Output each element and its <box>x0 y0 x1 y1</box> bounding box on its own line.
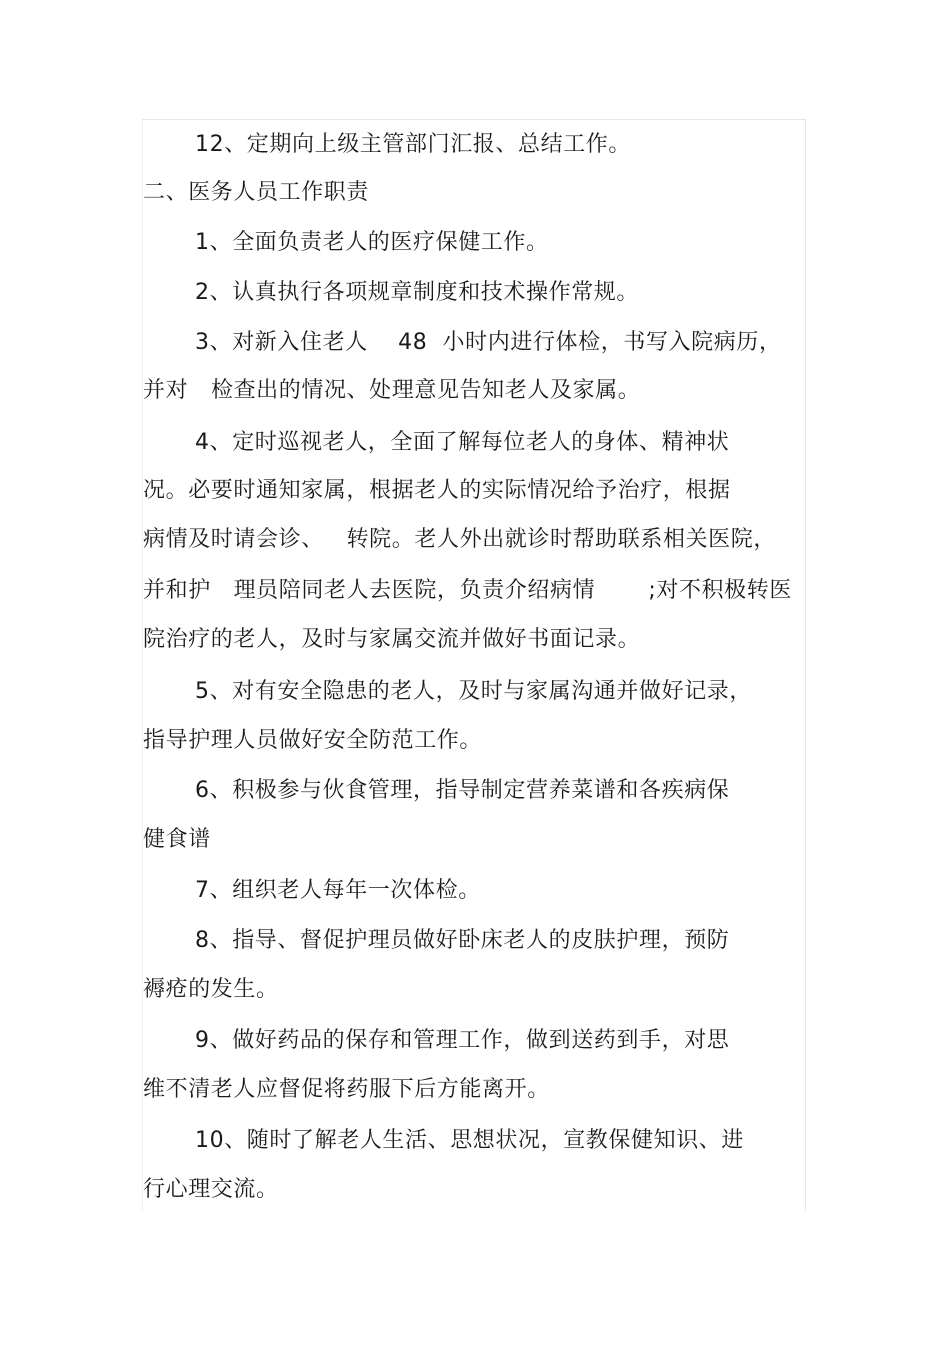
text-line-item-5: 5、对有安全隐患的老人，及时与家属沟通并做好记录， <box>195 679 752 704</box>
text-line-item-4: 4、定时巡视老人，全面了解每位老人的身体、精神状 <box>195 430 730 455</box>
text-line-item-10-cont: 行心理交流。 <box>143 1177 279 1202</box>
section-heading-medical-staff-duties: 二、医务人员工作职责 <box>143 180 370 205</box>
text-line-item-10: 10、随时了解老人生活、思想状况，宣教保健知识、进 <box>195 1128 744 1153</box>
text-line-item-4-cont-2: 病情及时请会诊、 转院。老人外出就诊时帮助联系相关医院， <box>143 527 776 552</box>
text-line-item-8: 8、指导、督促护理员做好卧床老人的皮肤护理，预防 <box>195 928 730 953</box>
text-line-item-4-cont-4: 院治疗的老人，及时与家属交流并做好书面记录。 <box>143 627 641 652</box>
text-line-item-9: 9、做好药品的保存和管理工作，做到送药到手，对思 <box>195 1028 730 1053</box>
text-line-item-7: 7、组织老人每年一次体检。 <box>195 878 481 903</box>
text-line-item-4-cont-1: 况。必要时通知家属，根据老人的实际情况给予治疗，根据 <box>143 478 731 503</box>
text-line-item-3: 3、对新入住老人 48 小时内进行体检，书写入院病历， <box>195 330 782 355</box>
text-line-item-4-cont-3: 并和护 理员陪同老人去医院，负责介绍病情 ;对不积极转医 <box>143 578 792 603</box>
text-line-item-3-cont: 并对 检查出的情况、处理意见告知老人及家属。 <box>143 378 641 403</box>
text-line-item-6-cont: 健食谱 <box>143 827 211 852</box>
text-line-item-12: 12、定期向上级主管部门汇报、总结工作。 <box>195 132 631 157</box>
text-line-item-5-cont: 指导护理人员做好安全防范工作。 <box>143 728 483 753</box>
text-line-item-9-cont: 维不清老人应督促将药服下后方能离开。 <box>143 1077 550 1102</box>
document-page <box>142 119 806 1211</box>
text-line-item-1: 1、全面负责老人的医疗保健工作。 <box>195 230 549 255</box>
text-line-item-6: 6、积极参与伙食管理，指导制定营养菜谱和各疾病保 <box>195 778 730 803</box>
text-line-item-8-cont: 褥疮的发生。 <box>143 977 279 1002</box>
text-line-item-2: 2、认真执行各项规章制度和技术操作常规。 <box>195 280 639 305</box>
